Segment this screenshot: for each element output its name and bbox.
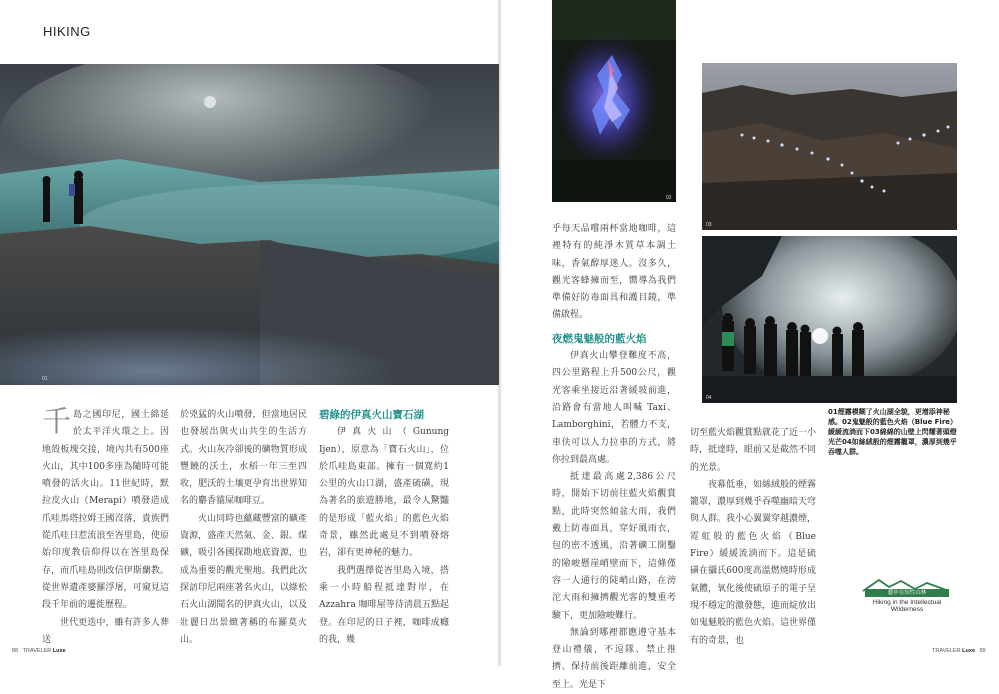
subheading: 夜燃鬼魅般的藍火焰 <box>552 332 647 345</box>
hiker-silhouette <box>74 178 83 224</box>
body-column-4 <box>552 221 676 694</box>
logo-english-line-2: Wilderness <box>890 606 924 613</box>
drop-cap: 千 <box>42 404 72 438</box>
photo-number: 04 <box>706 395 712 401</box>
footer-left <box>12 648 66 654</box>
crater-lake-image <box>0 64 499 385</box>
headlamp-trail-image <box>702 63 957 230</box>
intro-paragraph: 島之國印尼，國土綿延於太平洋火環之上。因地殼板塊交接，境內共有500座火山，其中100多座為隨時可能噴發的活火山。11世紀時，默拉皮火山（Merapi）噴發造成爪哇馬塔拉姆王國沒落，貴族們從爪哇日惹流浪至峇里島，使原始印度教信仰得以在峇里島保存，而爪哇島則改信伊斯蘭教。從世界遺產婆羅浮屠，可窺見這段千年前的遷徙歷程。 <box>42 410 169 611</box>
paragraph: 火山同時也蘊藏豐富的礦產資源，盛產天然氣、金、銀、煤礦，吸引各國探勘地底資源，也成為重要的觀光聖地。我們此次探訪印尼兩座著名火山，以綠松石火山湖聞名的伊真火山，以及壯麗日出景緻著稱的布羅莫火山。 <box>180 513 307 645</box>
body-column-1 <box>42 404 169 649</box>
photo-headlamp-trail <box>702 63 957 230</box>
photo-crater-lake <box>0 64 499 385</box>
paragraph: 我們選擇從峇里島入境，搭乘一小時船程抵達對岸，在 Azzahra 咖啡屋等待清晨五點起登。在印尼的日子裡，咖啡成癮的我，幾 <box>319 565 449 645</box>
magazine-brand: TRAVELER <box>932 648 961 654</box>
paragraph: 抵達最高處2,386公尺時，開始下切前往藍火焰觀賞點，此時突然傾盆大雨，我們戴上防毒面具，穿好風雨衣，包的密不透風，沿著礦工開鑿的險峻懸崖峭壁而下，這條僅容一人通行的陡峭山路，在滂沱大雨和擁擠觀光客的雙重考驗下，更加險峻難行。 <box>552 472 676 621</box>
paragraph: 無論到哪裡都應遵守基本登山禮儀，不逗隊、禁止推擠、保持前後距離前進，安全至上。光是下 <box>552 627 676 690</box>
paragraph: 夜幕低垂，如絲絨般的煙霧籠罩，濃厚到幾乎吞噬幽暗天穹與人群。我小心翼翼穿越濃煙，霓虹般的藍色火焰（Blue Fire）緩緩流淌而下。這是硫磺在攝氏600度高溫燃燒時形成氣體，氧化後使硫原子的電子呈現不穩定的激發態，進而綻放出如鬼魅般的藍色火焰。這世界僅有的奇景，也 <box>690 479 817 646</box>
page-number: 88 <box>12 648 19 654</box>
smoke-crowd-image <box>702 236 957 403</box>
photo-number: 02 <box>666 195 672 201</box>
body-column-2 <box>180 407 307 649</box>
paragraph: 於兇猛的火山噴發，但當地居民也發展出與火山共生的生活方式。火山灰冷卻後的礦物質形成豐饒的沃土，水稻一年三至四收，肥沃的土壤更孕育出世界知名的麝香貓屎咖啡豆。 <box>180 410 307 507</box>
subheading: 碧綠的伊真火山寶石湖 <box>319 409 424 421</box>
magazine-brand: TRAVELER <box>22 648 52 654</box>
page-number: 89 <box>979 648 986 654</box>
hiker-silhouette <box>43 182 50 222</box>
paragraph: 乎每天品嚐兩杯當地咖啡，這裡特有的純淨木質草本調土味，香氣醇厚迷人。沒多久，觀光客蜂擁而至，嚮導為我們準備好防毒面具和護目鏡，準備啟程。 <box>552 224 676 321</box>
body-column-5 <box>690 425 816 650</box>
magazine-brand-suffix: Luxe <box>962 648 976 654</box>
section-label: HIKING <box>43 24 91 39</box>
paragraph: 世代更迭中，雖有許多人葬送 <box>42 617 169 645</box>
logo-english-line-1: Hiking in the Intellectual <box>872 599 942 606</box>
logo-chinese-title: 藝步在知性山林 <box>865 589 949 597</box>
blue-fire-image <box>552 0 676 202</box>
photo-caption: 01煙霧模糊了火山湖全貌，更增添神秘感。02鬼魅般的藍色火焰（Blue Fire）緩緩流淌而下03綿綿的山壁上閃耀著頭燈光芒04如絲絨般的煙霧籠罩，濃厚到幾乎吞噬人群。 <box>828 408 958 456</box>
photo-blue-fire <box>552 0 676 202</box>
body-column-3 <box>319 407 449 649</box>
photo-smoke-crowd <box>702 236 957 403</box>
column-logo <box>857 577 957 617</box>
footer-right <box>932 648 986 654</box>
photo-number: 01 <box>42 376 48 382</box>
photo-number: 03 <box>706 222 712 228</box>
paragraph: 伊真火山（Gunung Ijen），原意為「寶石火山」，位於爪哇島東部。擁有一個寬約1公里的火山口湖，盛產硫磺，現為著名的旅遊勝地，最令人驚豔的是形成「藍火焰」的藍色火焰奇景，雖然此處見不到噴發熔岩，卻有更神秘的魅力。 <box>319 427 449 559</box>
magazine-brand-suffix: Luxe <box>52 648 66 654</box>
paragraph: 切至藍火焰觀賞點就花了近一小時，抵達時，眼前又是截然不同的光景。 <box>690 428 817 473</box>
paragraph: 伊真火山攀登難度不高，四公里路程上升500公尺，觀光客乘坐接近沿著緩坡前進，沿路會有當地人叫喊 Taxi、Lamborghini，若體力不支，車伕可以人力拉車的方式，將你拉到最高處。 <box>552 351 676 465</box>
